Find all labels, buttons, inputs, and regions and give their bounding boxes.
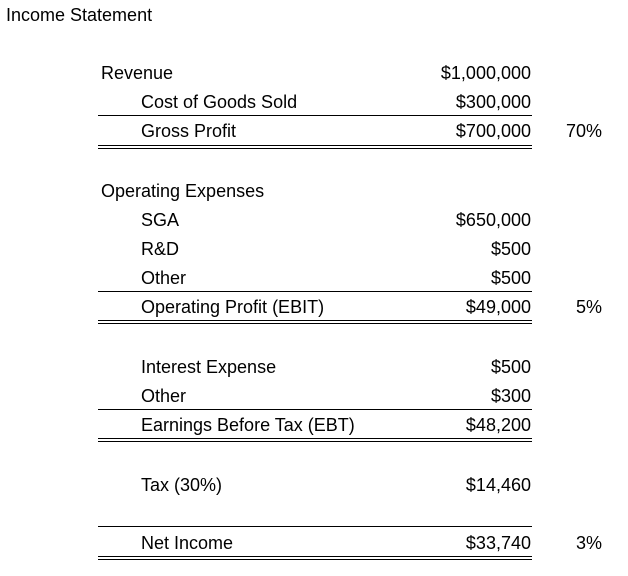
row-label: Cost of Goods Sold: [141, 92, 298, 112]
row-gross-profit[interactable]: [0, 116, 628, 145]
row-earnings-before-tax[interactable]: [0, 410, 628, 439]
row-label: Other: [141, 386, 187, 406]
row-tax[interactable]: [0, 470, 628, 499]
row-label: Tax (30%): [141, 475, 223, 495]
row-margin-pct: 70%: [565, 121, 602, 141]
row-amount: $300: [490, 386, 531, 406]
row-amount: $14,460: [465, 475, 531, 495]
row-amount: $500: [490, 357, 531, 377]
row-amount: $650,000: [455, 210, 531, 230]
row-interest-expense[interactable]: [0, 352, 628, 381]
row-label: Revenue: [101, 63, 174, 83]
row-label: R&D: [141, 239, 180, 259]
row-label: Interest Expense: [141, 357, 277, 377]
row-other-opex[interactable]: [0, 263, 628, 292]
row-r-and-d[interactable]: [0, 234, 628, 263]
row-label: Other: [141, 268, 187, 288]
row-label: Earnings Before Tax (EBT): [141, 415, 355, 435]
sheet-title: Income Statement: [6, 5, 153, 25]
section-label: Operating Expenses: [101, 181, 265, 201]
row-amount: $49,000: [465, 297, 531, 317]
total-double-rule: [98, 320, 532, 324]
row-amount: $700,000: [455, 121, 531, 141]
row-amount: $48,200: [465, 415, 531, 435]
row-label: Operating Profit (EBIT): [141, 297, 325, 317]
row-label: Net Income: [141, 533, 234, 553]
row-amount: $1,000,000: [440, 63, 531, 83]
row-label: Gross Profit: [141, 121, 237, 141]
row-net-income[interactable]: [0, 528, 628, 557]
row-revenue[interactable]: [0, 58, 628, 87]
total-double-rule: [98, 145, 532, 149]
row-amount: $300,000: [455, 92, 531, 112]
row-cost-of-goods-sold[interactable]: [0, 87, 628, 116]
row-margin-pct: 3%: [575, 533, 602, 553]
subtotal-rule: [98, 526, 532, 527]
row-amount: $500: [490, 268, 531, 288]
total-double-rule: [98, 556, 532, 560]
total-double-rule: [98, 438, 532, 442]
row-amount: $500: [490, 239, 531, 259]
row-label: SGA: [141, 210, 180, 230]
row-sga[interactable]: [0, 205, 628, 234]
row-other-nonop[interactable]: [0, 381, 628, 410]
row-operating-profit[interactable]: [0, 292, 628, 321]
row-operating-expenses-header[interactable]: [0, 176, 628, 205]
row-amount: $33,740: [465, 533, 531, 553]
row-margin-pct: 5%: [575, 297, 602, 317]
